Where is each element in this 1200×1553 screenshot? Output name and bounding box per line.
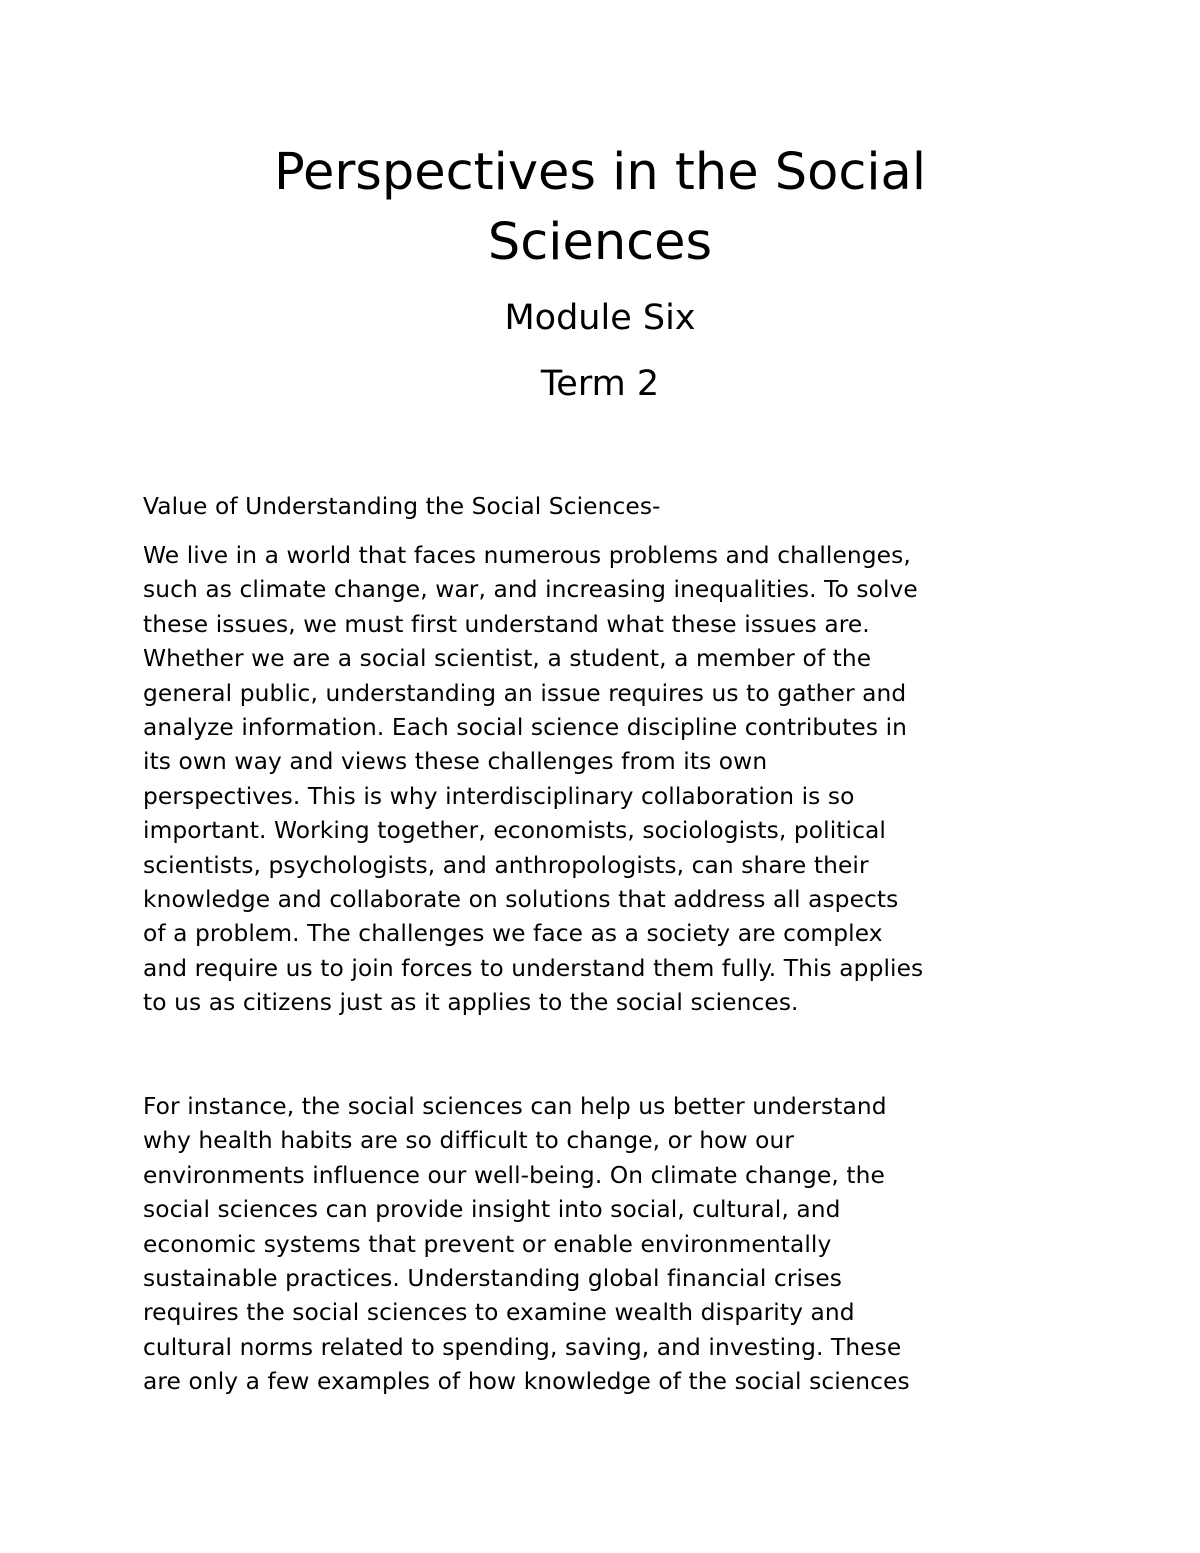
paragraph-line: why health habits are so difficult to change, or how our bbox=[143, 1127, 794, 1155]
paragraph-1 bbox=[143, 539, 1103, 1020]
paragraph-line: social sciences can provide insight into social, cultural, and bbox=[143, 1196, 841, 1224]
paragraph-line: general public, understanding an issue requires us to gather and bbox=[143, 679, 907, 707]
document-title-line-1: Perspectives in the Social bbox=[274, 143, 926, 202]
paragraph-line: environments influence our well-being. On climate change, the bbox=[143, 1161, 885, 1189]
paragraph-line: knowledge and collaborate on solutions that address all aspects bbox=[143, 885, 899, 913]
paragraph-line: economic systems that prevent or enable environmentally bbox=[143, 1230, 832, 1258]
document-title-line-2: Sciences bbox=[487, 213, 713, 272]
paragraph-2 bbox=[143, 1090, 1103, 1400]
module-label: Module Six bbox=[504, 298, 696, 338]
paragraph-line: analyze information. Each social science discipline contributes in bbox=[143, 713, 908, 741]
section-heading: Value of Understanding the Social Sciences- bbox=[143, 493, 661, 520]
paragraph-line: perspectives. This is why interdisciplinary collaboration is so bbox=[143, 782, 855, 810]
paragraph-line: to us as citizens just as it applies to the social sciences. bbox=[143, 989, 799, 1017]
paragraph-line: such as climate change, war, and increasing inequalities. To solve bbox=[143, 576, 918, 604]
paragraph-line: these issues, we must first understand what these issues are. bbox=[143, 610, 870, 638]
paragraph-line: cultural norms related to spending, saving, and investing. These bbox=[143, 1333, 902, 1361]
paragraph-line: We live in a world that faces numerous problems and challenges, bbox=[143, 542, 911, 569]
paragraph-line: are only a few examples of how knowledge of the social sciences bbox=[143, 1368, 910, 1396]
paragraph-line: Whether we are a social scientist, a student, a member of the bbox=[143, 645, 872, 673]
paragraph-line: important. Working together, economists, sociologists, political bbox=[143, 817, 886, 845]
paragraph-line: sustainable practices. Understanding global financial crises bbox=[143, 1264, 843, 1292]
paragraph-line: and require us to join forces to understand them fully. This applies bbox=[143, 954, 924, 982]
paragraph-line: of a problem. The challenges we face as a society are complex bbox=[143, 920, 883, 948]
term-label: Term 2 bbox=[540, 364, 660, 404]
paragraph-line: scientists, psychologists, and anthropologists, can share their bbox=[143, 851, 869, 879]
paragraph-line: its own way and views these challenges from its own bbox=[143, 748, 768, 776]
paragraph-line: For instance, the social sciences can help us better understand bbox=[143, 1093, 887, 1120]
document-title bbox=[0, 138, 1200, 278]
paragraph-line: requires the social sciences to examine wealth disparity and bbox=[143, 1299, 855, 1327]
